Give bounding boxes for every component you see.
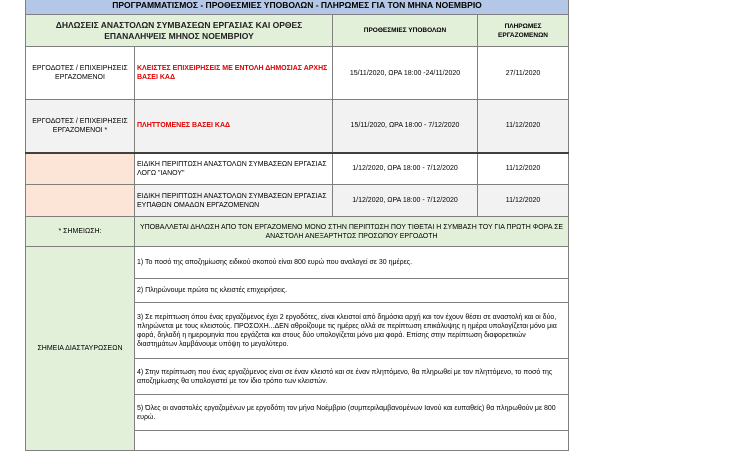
row-deadline: 1/12/2020, ΩΡΑ 18:00 - 7/12/2020 [333, 185, 478, 217]
row-description: ΕΙΔΙΚΗ ΠΕΡΙΠΤΩΣΗ ΑΝΑΣΤΟΛΩΝ ΣΥΜΒΑΣΕΩΝ ΕΡΓΑΣΙΑΣ ΕΥΠΑΘΩΝ ΟΜΑΔΩΝ ΕΡΓΑΖΟΜΕΝΩΝ [135, 185, 333, 217]
row-category: ΕΡΓΟΔΟΤΕΣ / ΕΠΙΧΕΙΡΗΣΕΙΣ ΕΡΓΑΖΟΜΕΝΟΙ * [26, 100, 135, 153]
row-payment: 27/11/2020 [478, 47, 569, 100]
row-category [26, 153, 135, 185]
table-row [26, 100, 569, 153]
row-category: ΕΡΓΟΔΟΤΕΣ / ΕΠΙΧΕΙΡΗΣΕΙΣ ΕΡΓΑΖΟΜΕΝΟΙ [26, 47, 135, 100]
notes-label: ΣΗΜΕΙΑ ΔΙΑΣΤΑΥΡΩΣΕΩΝ [26, 247, 135, 451]
header-declarations: ΔΗΛΩΣΕΙΣ ΑΝΑΣΤΟΛΩΝ ΣΥΜΒΑΣΕΩΝ ΕΡΓΑΣΙΑΣ ΚΑΙ ΟΡΘΕΣ ΕΠΑΝΑΛΗΨΕΙΣ ΜΗΝΟΣ ΝΟΕΜΒΡΙΟΥ [26, 15, 333, 47]
table-row [26, 185, 569, 217]
schedule-table [25, 0, 569, 451]
note-item: 4) Στην περίπτωση που ένας εργαζόμενος είναι σε έναν κλειστό και σε έναν πληττόμενο, θα πληρωθεί με τον πληττόμενο, το ποσό της αποζημίωσης θα υπολογιστεί με τον ίδιο τρόπο των κλειστών. [135, 359, 569, 395]
remark-label: * ΣΗΜΕΙΩΣΗ: [26, 217, 135, 247]
table-row [26, 153, 569, 185]
header-deadlines: ΠΡΟΘΕΣΜΙΕΣ ΥΠΟΒΟΛΩΝ [333, 15, 478, 47]
note-item [135, 431, 569, 451]
header-row [26, 15, 569, 47]
row-deadline: 15/11/2020, ΩΡΑ 18:00 - 7/12/2020 [333, 100, 478, 153]
note-item: 1) Το ποσό της αποζημίωσης ειδικού σκοπού είναι 800 ευρώ που αναλογεί σε 30 ημέρες. [135, 247, 569, 279]
row-description: ΕΙΔΙΚΗ ΠΕΡΙΠΤΩΣΗ ΑΝΑΣΤΟΛΩΝ ΣΥΜΒΑΣΕΩΝ ΕΡΓΑΣΙΑΣ ΛΟΓΩ "ΙΑΝΟΥ" [135, 153, 333, 185]
page-title: ΠΡΟΓΡΑΜΜΑΤΙΣΜΟΣ - ΠΡΟΘΕΣΜΙΕΣ ΥΠΟΒΟΛΩΝ - ΠΛΗΡΩΜΕΣ ΓΙΑ ΤΟΝ ΜΗΝΑ ΝΟΕΜΒΡΙΟ [26, 0, 569, 15]
title-row [26, 0, 569, 15]
note-item: 2) Πληρώνουμε πρώτα τις κλειστές επιχειρήσεις. [135, 279, 569, 303]
row-category [26, 185, 135, 217]
note-item: 5) Όλες οι αναστολές εργαζομένων με εργοδότη τον μήνα Νοέμβριο (συμπεριλαμβανομένων Ιανού και ευπαθείς) θα πληρωθούν με 800 ευρώ. [135, 395, 569, 431]
remark-text: ΥΠΟΒΑΛΛΕΤΑΙ ΔΗΛΩΣΗ ΑΠΟ ΤΟΝ ΕΡΓΑΖΟΜΕΝΟ ΜΟΝΟ ΣΤΗΝ ΠΕΡΙΠΤΩΣΗ ΠΟΥ ΤΙΘΕΤΑΙ Η ΣΥΜΒΑΣΗ ΤΟΥ ΓΙΑ ΠΡΩΤΗ ΦΟΡΑ ΣΕ ΑΝΑΣΤΟΛΗ ΑΝΕΞΑΡΤΗΤΩΣ ΠΡΟΣΩΠΟΥ ΕΡΓΟΔΟΤΗ [135, 217, 569, 247]
row-deadline: 15/11/2020, ΩΡΑ 18:00 -24/11/2020 [333, 47, 478, 100]
row-payment: 11/12/2020 [478, 153, 569, 185]
note-item: 3) Σε περίπτωση όπου ένας εργαζόμενος έχει 2 εργοδότες, είναι κλειστοί από δημόσια αρχή και τον έχουν θέσει σε αναστολή και οι δύο, πληρώνεται με τους κλειστούς. ΠΡΟΣΟΧΗ...ΔΕΝ αθροίζουμε τις ημέρες αλλά σε περίπτωση επικάλυψης η ημέρα υπολογίζεται μόνο μια φορά, δηλαδή η ημερομηνία που εργάζεται και στους δύο υπολογίζεται μόνο μια φορά. Επίσης στην περίπτωση διαφορετικών διαστημάτων λαμβάνουμε υπόψη το μεγαλύτερο. [135, 303, 569, 359]
table-row [26, 47, 569, 100]
row-payment: 11/12/2020 [478, 100, 569, 153]
row-description: ΚΛΕΙΣΤΕΣ ΕΠΙΧΕΙΡΗΣΕΙΣ ΜΕ ΕΝΤΟΛΗ ΔΗΜΟΣΙΑΣ ΑΡΧΗΣ ΒΑΣΕΙ ΚΑΔ [135, 47, 333, 100]
row-description: ΠΛΗΤΤΟΜΕΝΕΣ ΒΑΣΕΙ ΚΑΔ [135, 100, 333, 153]
schedule-sheet [25, 0, 568, 451]
row-deadline: 1/12/2020, ΩΡΑ 18:00 - 7/12/2020 [333, 153, 478, 185]
row-payment: 11/12/2020 [478, 185, 569, 217]
header-payments: ΠΛΗΡΩΜΕΣ ΕΡΓΑΖΟΜΕΝΩΝ [478, 15, 569, 47]
remark-row [26, 217, 569, 247]
note-row [26, 247, 569, 279]
